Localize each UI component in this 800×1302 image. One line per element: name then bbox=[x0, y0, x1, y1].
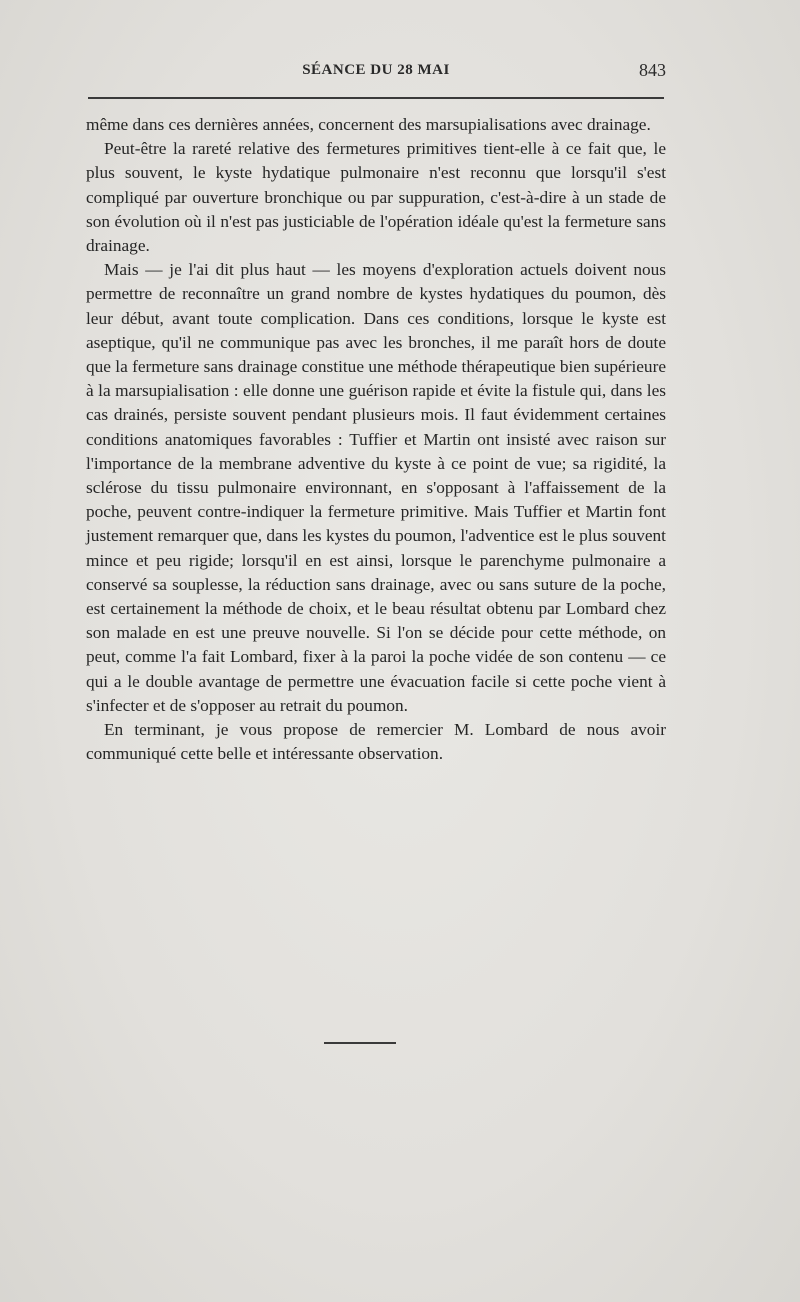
paragraph: Peut-être la rareté relative des fermetures primitives tient-elle à ce fait que, le plus souvent, le kyste hydatique pulmonaire n'est reconnu que lorsqu'il s'est compliqué par ouverture bronchique ou par suppuration, c'est-à-dire à un stade de son évolution où il n'est pas justiciable de l'opération idéale qu'est la fermeture sans drainage. bbox=[86, 139, 666, 256]
page-header bbox=[86, 60, 666, 88]
paragraph-continuation: même dans ces dernières années, concernent des marsupialisations avec drainage. bbox=[86, 115, 651, 134]
paragraph: Mais — je l'ai dit plus haut — les moyens d'exploration actuels doivent nous permettre de reconnaître un grand nombre de kystes hydatiques du poumon, dès leur début, avant toute complication. Dans ces conditions, lorsque le kyste est aseptique, qu'il ne communique pas avec les bronches, il me paraît hors de doute que la fermeture sans drainage constitue une méthode thérapeutique bien supérieure à la marsupialisation : elle donne une guérison rapide et évite la fistule qui, dans les cas drainés, persiste souvent pendant plusieurs mois. Il faut évidemment certaines conditions anatomiques favorables : Tuffier et Martin ont insisté avec raison sur l'importance de la membrane adventive du kyste à ce point de vue; sa rigidité, la sclérose du tissu pulmonaire environnant, en s'opposant à l'affaissement de la poche, peuvent contre-indiquer la fermeture primitive. Mais Tuffier et Martin font justement remarquer que, dans les kystes du poumon, l'adventice est le plus souvent mince et peu rigide; lorsqu'il en est ainsi, lorsque le parenchyme pulmonaire a conservé sa souplesse, la réduction sans drainage, avec ou sans suture de la poche, est certainement la méthode de choix, et le beau résultat obtenu par Lombard chez son malade en est une preuve nouvelle. Si l'on se décide pour cette méthode, on peut, comme l'a fait Lombard, fixer à la paroi la poche vidée de son contenu — ce qui a le double avantage de permettre une évacuation facile si cette poche vient à s'infecter et de s'opposer au retrait du poumon. bbox=[86, 260, 666, 715]
header-rule bbox=[88, 97, 664, 99]
running-title: SÉANCE DU 28 MAI bbox=[302, 62, 450, 78]
paragraph: En terminant, je vous propose de remercier M. Lombard de nous avoir communiqué cette belle et intéressante observation. bbox=[86, 720, 666, 764]
page-number: 843 bbox=[639, 60, 666, 80]
end-rule bbox=[324, 1042, 396, 1044]
body-text bbox=[86, 113, 666, 766]
